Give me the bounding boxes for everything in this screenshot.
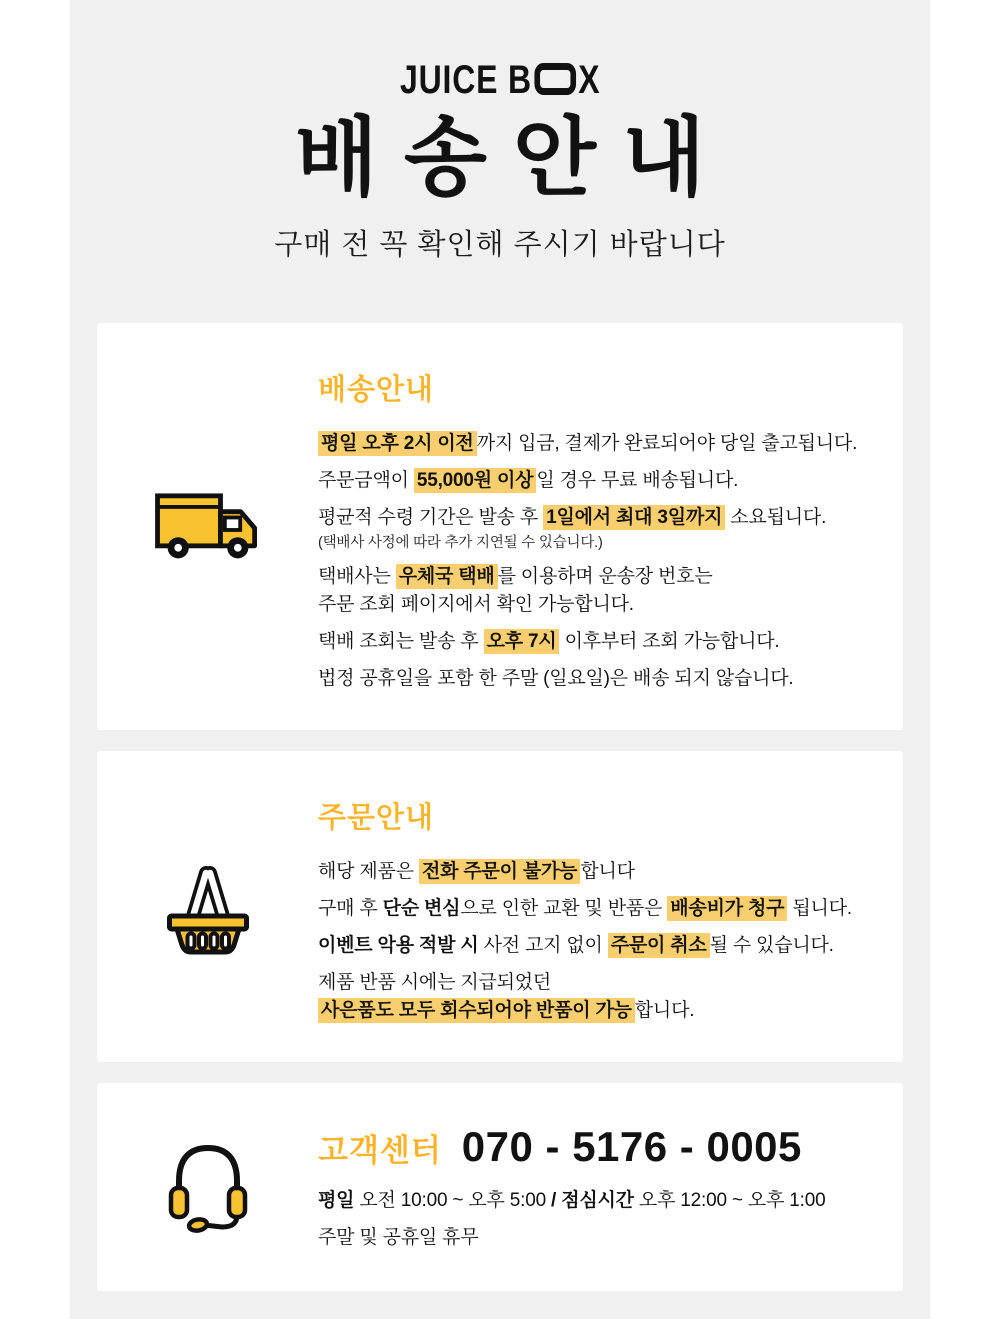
info-line: 주말 및 공휴일 휴무 <box>318 1226 479 1248</box>
info-line: (택배사 사정에 따라 추가 지연될 수 있습니다.) <box>318 534 603 551</box>
info-line: 제품 반품 시에는 지급되었던 <box>318 971 552 993</box>
info-line: 구매 후 단순 변심으로 인한 교환 및 반품은 배송비가 청구 됩니다. <box>318 897 852 919</box>
delivery-info-lines <box>318 430 863 692</box>
headset-icon <box>97 1137 318 1237</box>
info-line: 주문 조회 페이지에서 확인 가능합니다. <box>318 593 634 615</box>
info-line: 이벤트 악용 적발 시 사전 고지 없이 주문이 취소 될 수 있습니다. <box>318 934 834 956</box>
customer-center-text-block <box>318 1123 863 1251</box>
order-section <box>97 751 903 1062</box>
info-line: 택배사는 우체국 택배 를 이용하며 운송장 번호는 <box>318 565 713 587</box>
info-line: 주문금액이 55,000원 이상 일 경우 무료 배송됩니다. <box>318 469 739 491</box>
box-outline-icon <box>534 63 576 95</box>
truck-icon <box>97 492 318 567</box>
customer-center-phone-row <box>318 1123 863 1171</box>
info-line: 해당 제품은 전화 주문이 불가능 합니다 <box>318 860 635 882</box>
delivery-text-block <box>318 367 863 692</box>
info-line: 법정 공휴일을 포함 한 주말 (일요일)은 배송 되지 않습니다. <box>318 667 794 689</box>
brand-logo <box>400 58 600 103</box>
info-line: 평균적 수령 기간은 발송 후 1일에서 최대 3일까지 소요됩니다. <box>318 506 827 528</box>
shipping-notice-page <box>70 0 930 1319</box>
customer-center-hours <box>318 1187 863 1251</box>
info-line: 평일 오후 2시 이전 까지 입금, 결제가 완료되어야 당일 출고됩니다. <box>318 430 863 457</box>
logo-text-right: X <box>578 58 601 102</box>
info-line: 평일 오전 10:00 ~ 오후 5:00 / 점심시간 오후 12:00 ~ 오후 1:00 <box>318 1189 826 1211</box>
customer-center-phone-number: 070 - 5176 - 0005 <box>461 1122 802 1170</box>
info-line: 사은품도 모두 회수되어야 반품이 가능 합니다. <box>318 997 863 1024</box>
delivery-section-title: 배송안내 <box>318 373 435 406</box>
delivery-section <box>97 323 903 730</box>
page-subtitle: 구매 전 꼭 확인해 주시기 바랍니다 <box>274 228 726 261</box>
order-section-title: 주문안내 <box>318 801 435 834</box>
header <box>70 58 930 263</box>
customer-center-section <box>97 1083 903 1291</box>
order-info-lines <box>318 858 863 1024</box>
customer-center-title: 고객센터 <box>318 1132 442 1168</box>
page-title: 배송안내 <box>294 110 732 206</box>
logo-text-left: JUICE B <box>399 58 532 102</box>
basket-icon <box>97 859 318 959</box>
info-line: 택배 조회는 발송 후 오후 7시 이후부터 조회 가능합니다. <box>318 630 780 652</box>
order-text-block <box>318 795 863 1024</box>
